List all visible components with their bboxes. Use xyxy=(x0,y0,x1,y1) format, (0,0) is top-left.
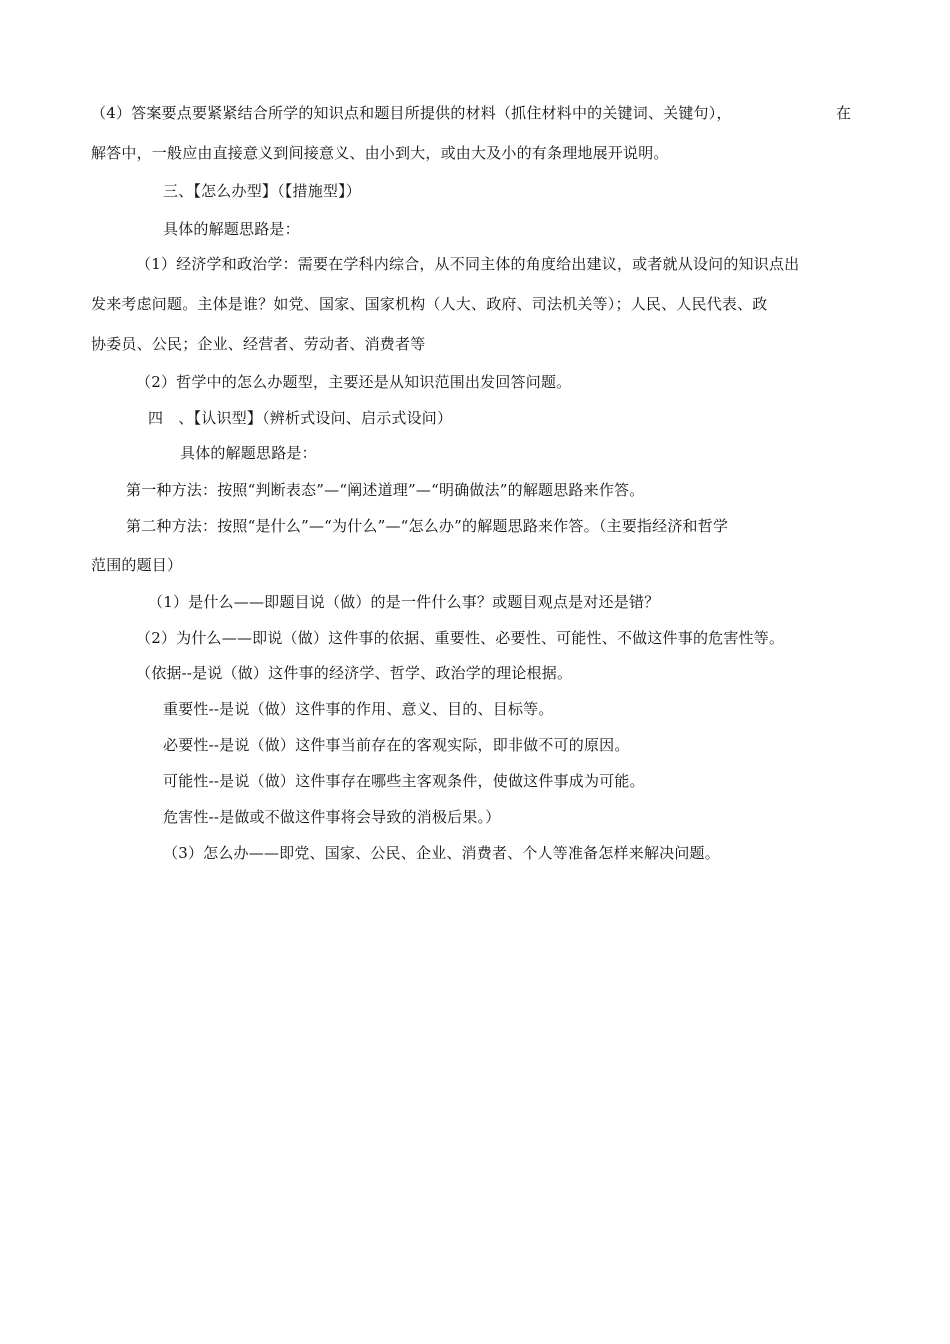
paragraph-line: 具体的解题思路是： xyxy=(163,220,300,238)
paragraph-line: 在 xyxy=(836,104,852,122)
paragraph-line: 范围的题目） xyxy=(91,556,183,574)
paragraph-line: 危害性--是做或不做这件事将会导致的消极后果。） xyxy=(163,808,501,826)
paragraph-line: （2）为什么——即说（做）这件事的依据、重要性、必要性、可能性、不做这件事的危害性等。 xyxy=(136,629,785,647)
paragraph-line: 重要性--是说（做）这件事的作用、意义、目的、目标等。 xyxy=(163,700,554,718)
paragraph-line: 发来考虑问题。主体是谁？如党、国家、国家机构（人大、政府、司法机关等）；人民、人民代表、政 xyxy=(91,295,768,313)
paragraph-line: 必要性--是说（做）这件事当前存在的客观实际，即非做不可的原因。 xyxy=(163,736,630,754)
paragraph-line: （1）是什么——即题目说（做）的是一件什么事？或题目观点是对还是错？ xyxy=(148,593,660,611)
paragraph-line: 解答中，一般应由直接意义到间接意义、由小到大，或由大及小的有条理地展开说明。 xyxy=(91,144,669,162)
paragraph-line: 协委员、公民；企业、经营者、劳动者、消费者等 xyxy=(91,335,426,353)
paragraph-line: 第一种方法：按照“判断表态”—“阐述道理”—“明确做法”的解题思路来作答。 xyxy=(126,481,645,499)
paragraph-line: （依据--是说（做）这件事的经济学、哲学、政治学的理论根据。 xyxy=(136,664,573,682)
paragraph-line: 可能性--是说（做）这件事存在哪些主客观条件，使做这件事成为可能。 xyxy=(163,772,645,790)
paragraph-line: （2）哲学中的怎么办题型，主要还是从知识范围出发回答问题。 xyxy=(136,373,572,391)
paragraph-line: 具体的解题思路是： xyxy=(180,444,317,462)
paragraph-line: （3）怎么办——即党、国家、公民、企业、消费者、个人等准备怎样来解决问题。 xyxy=(163,844,720,862)
section-heading: 三、【怎么办型】（【措施型】） xyxy=(163,182,362,200)
paragraph-line: （4）答案要点要紧紧结合所学的知识点和题目所提供的材料（抓住材料中的关键词、关键句）， xyxy=(91,104,732,122)
section-heading: 四 、【认识型】（辨析式设问、启示式设问） xyxy=(148,409,453,427)
paragraph-line: （1）经济学和政治学：需要在学科内综合，从不同主体的角度给出建议，或者就从设问的知识点出 xyxy=(136,255,800,273)
paragraph-line: 第二种方法：按照“是什么”—“为什么”—“怎么办”的解题思路来作答。（主要指经济和哲学 xyxy=(126,517,729,535)
